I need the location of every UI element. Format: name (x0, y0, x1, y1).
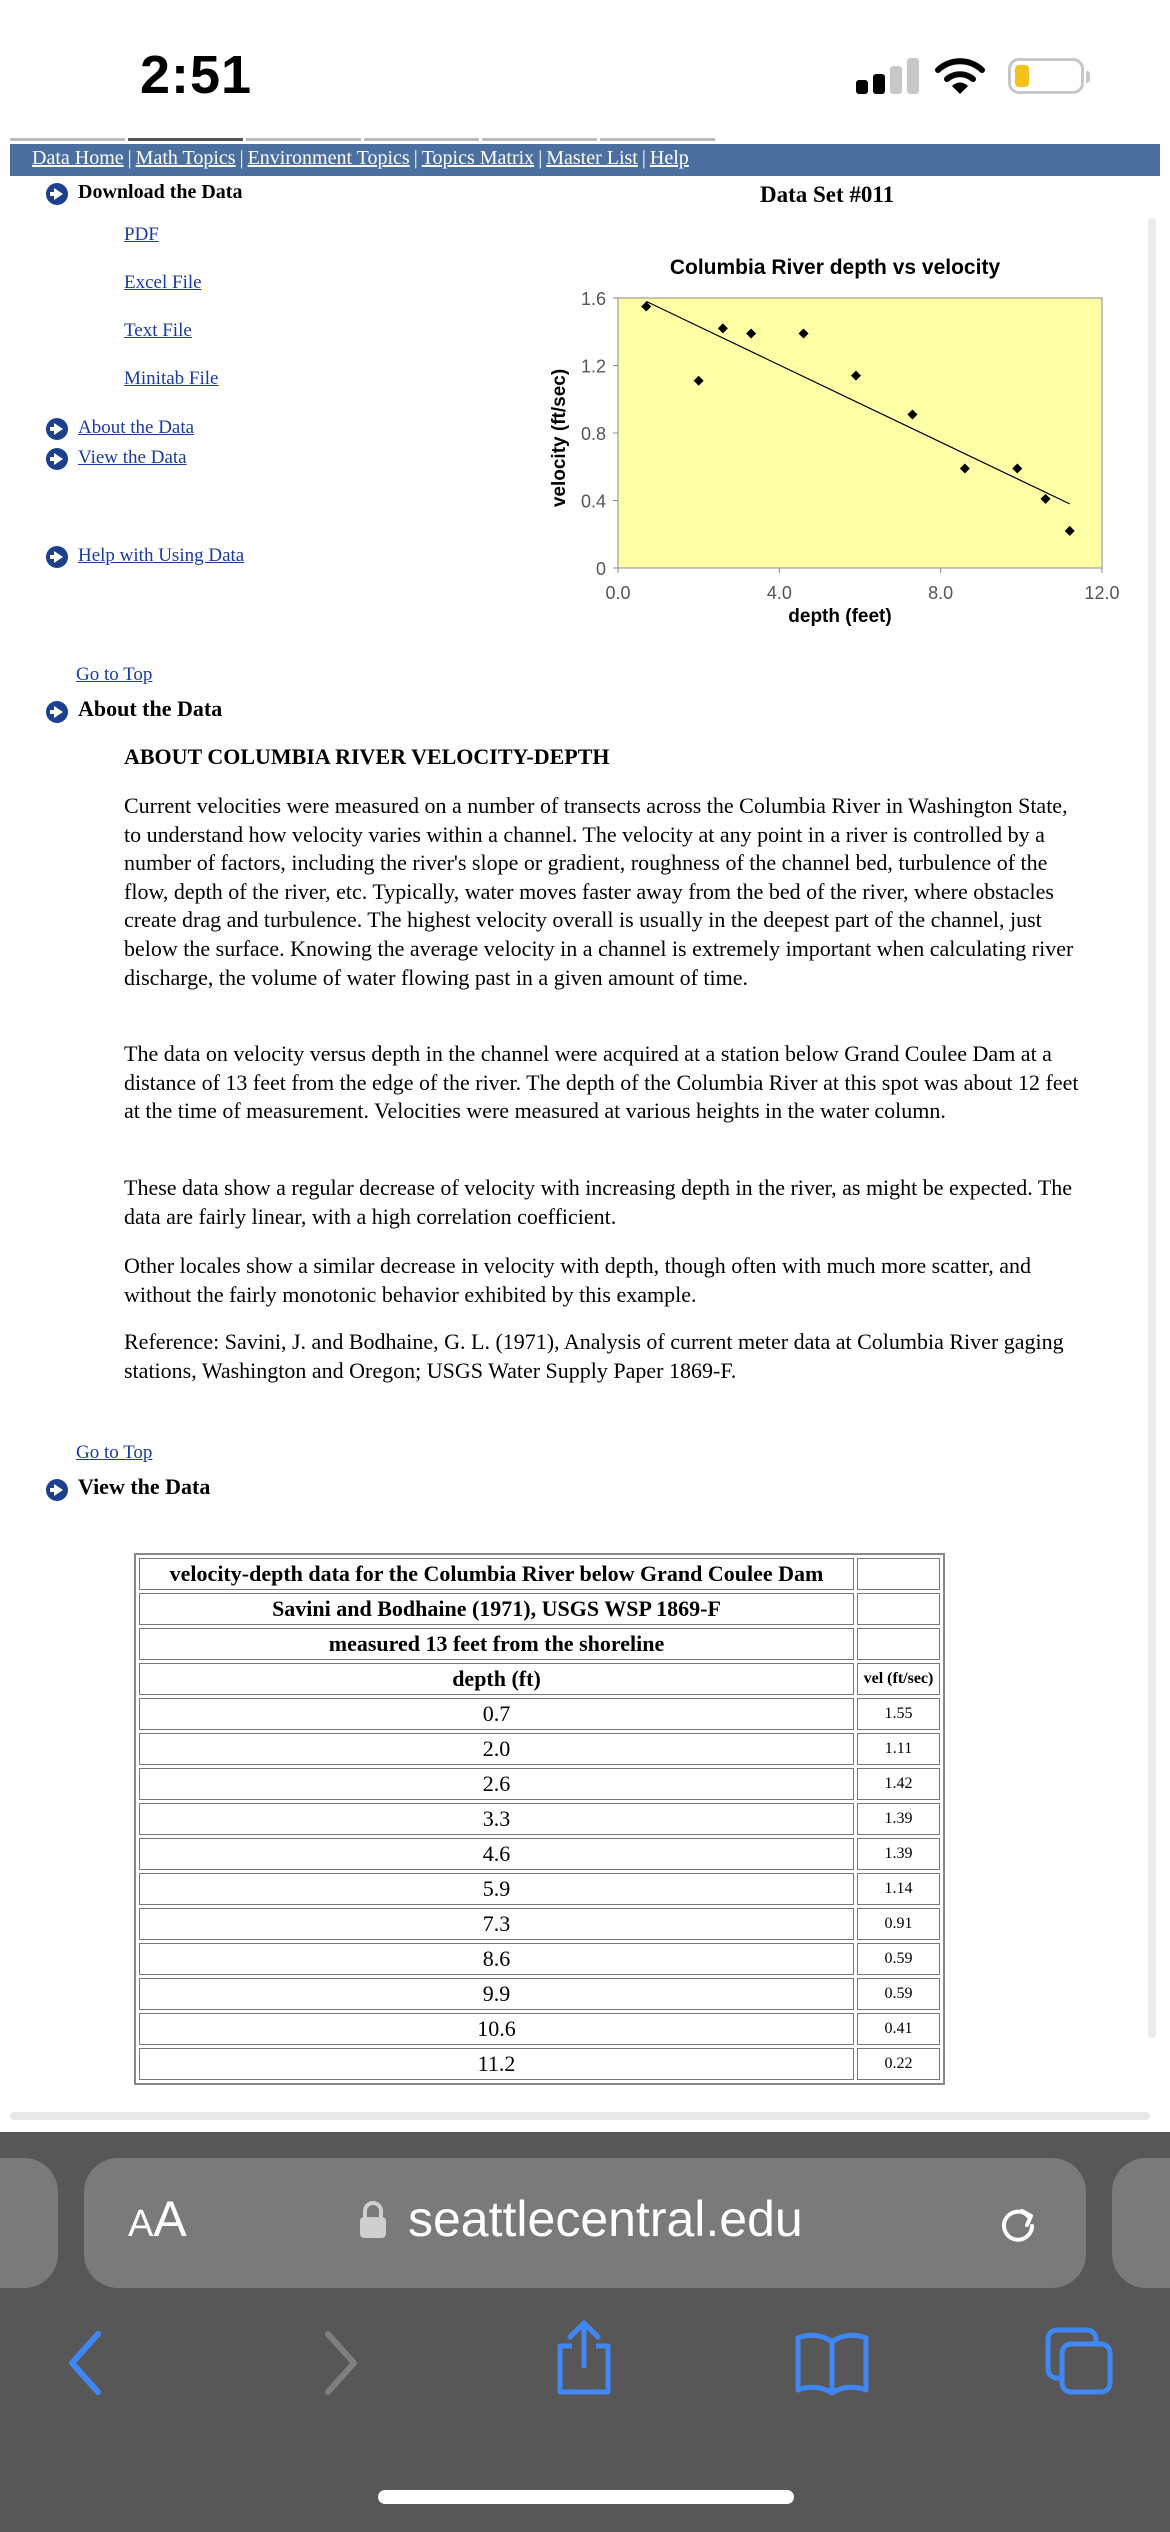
depth-cell: 8.6 (139, 1943, 854, 1975)
depth-cell: 0.7 (139, 1698, 854, 1730)
table-subtitle: Savini and Bodhaine (1971), USGS WSP 1869-F (139, 1593, 854, 1625)
depth-cell: 7.3 (139, 1908, 854, 1940)
download-pdf-link[interactable]: PDF (124, 224, 159, 245)
depth-cell: 11.2 (139, 2048, 854, 2080)
about-heading: ABOUT COLUMBIA RIVER VELOCITY-DEPTH (124, 744, 610, 769)
wifi-icon (934, 56, 986, 96)
share-icon[interactable] (552, 2318, 616, 2398)
chart-title: Columbia River depth vs velocity (669, 256, 1001, 279)
reader-settings-button[interactable]: AA (128, 2191, 187, 2247)
y-axis-label: velocity (ft/sec) (549, 368, 570, 508)
nav-help[interactable]: Help (649, 147, 689, 169)
go-to-top-link[interactable]: Go to Top (76, 664, 153, 685)
bookmarks-icon[interactable] (794, 2330, 870, 2396)
table-note: measured 13 feet from the shoreline (139, 1628, 854, 1660)
x-tick-label: 8.0 (928, 583, 954, 603)
about-reference: Reference: Savini, J. and Bodhaine, G. L. (1971), Analysis of current meter data at Columbia River gaging stations, Washington and Oregon; USGS Water Supply Paper 1869-F. (124, 1329, 1064, 1383)
sidebar-about[interactable] (46, 417, 194, 440)
table-row (139, 1733, 940, 1765)
y-tick-label: 0.8 (580, 424, 606, 444)
reload-icon[interactable] (994, 2200, 1042, 2248)
velocity-cell: 1.39 (857, 1803, 940, 1835)
table-row (139, 1943, 940, 1975)
view-section-heading: View the Data (46, 1474, 210, 1501)
velocity-cell: 1.11 (857, 1733, 940, 1765)
nav-math-topics[interactable]: Math Topics (135, 147, 236, 169)
scatter-chart (540, 240, 1120, 640)
arrow-bullet-icon (46, 1479, 68, 1501)
table-row (139, 1978, 940, 2010)
about-paragraph-3: These data show a regular decrease of velocity with increasing depth in the river, as might be expected. The data are fairly linear, with a high correlation coefficient. (124, 1175, 1073, 1229)
velocity-cell: 0.91 (857, 1908, 940, 1940)
forward-icon[interactable] (320, 2330, 360, 2396)
battery-icon (1008, 58, 1084, 94)
depth-cell: 3.3 (139, 1803, 854, 1835)
table-row (139, 1698, 940, 1730)
table-row (139, 1768, 940, 1800)
download-minitab-link[interactable]: Minitab File (124, 368, 219, 389)
velocity-cell: 0.41 (857, 2013, 940, 2045)
url-text[interactable]: seattlecentral.edu (408, 2191, 803, 2247)
velocity-cell: 1.55 (857, 1698, 940, 1730)
nav-tab-lines (10, 138, 720, 142)
table-row (139, 2048, 940, 2080)
depth-column-header: depth (ft) (139, 1663, 854, 1695)
help-using-data-link[interactable]: Help with Using Data (78, 545, 245, 566)
y-tick-label: 0.4 (580, 491, 606, 512)
x-tick-label: 12.0 (1084, 583, 1120, 603)
horizontal-scrollbar[interactable] (10, 2112, 1150, 2120)
table-row (139, 1838, 940, 1870)
y-tick-label: 1.2 (580, 356, 606, 377)
depth-cell: 4.6 (139, 1838, 854, 1870)
velocity-cell: 1.14 (857, 1873, 940, 1905)
about-paragraph-4: Other locales show a similar decrease in velocity with depth, though often with much more scatter, and without the fairly monotonic behavior exhibited by this example. (124, 1253, 1031, 1307)
arrow-bullet-icon (46, 418, 68, 440)
arrow-bullet-icon (46, 701, 68, 723)
velocity-cell: 1.39 (857, 1838, 940, 1870)
about-section-heading: About the Data (46, 696, 222, 723)
view-data-link[interactable]: View the Data (78, 447, 187, 468)
vertical-scrollbar[interactable] (1148, 218, 1156, 2038)
table-row (139, 1803, 940, 1835)
download-heading: Download the Data (46, 181, 242, 205)
go-to-top-link[interactable]: Go to Top (76, 1442, 153, 1463)
velocity-cell: 0.59 (857, 1943, 940, 1975)
home-indicator (378, 2490, 794, 2504)
about-paragraph-2: The data on velocity versus depth in the channel were acquired at a station below Grand Coulee Dam at a distance of 13 feet from the edge of the river. The depth of the Columbia River at this spot was about 12 feet at the time of measurement. Velocities were measured at various heights in the water column. (124, 1041, 1079, 1124)
table-row (139, 2013, 940, 2045)
status-time: 2:51 (140, 45, 253, 105)
depth-cell: 10.6 (139, 2013, 854, 2045)
download-excel-link[interactable]: Excel File (124, 272, 202, 293)
back-icon[interactable] (66, 2330, 106, 2396)
download-text-link[interactable]: Text File (124, 320, 192, 341)
y-tick-label: 1.6 (580, 289, 606, 309)
sidebar-view[interactable] (46, 447, 187, 470)
arrow-bullet-icon (46, 448, 68, 470)
dataset-label: Data Set #011 (760, 182, 895, 207)
about-data-link[interactable]: About the Data (78, 417, 195, 438)
arrow-bullet-icon (46, 183, 68, 205)
nav-data-home[interactable]: Data Home (32, 147, 124, 169)
table-row (139, 1908, 940, 1940)
cellular-signal-icon (856, 58, 920, 94)
tabs-icon[interactable] (1044, 2326, 1116, 2398)
lock-icon (358, 2200, 388, 2240)
x-axis-label: depth (feet) (788, 606, 892, 627)
about-paragraph-1: Current velocities were measured on a number of transects across the Columbia River in Washington State, to understand how velocity varies within a channel. The velocity at any point in a river is controlled by a number of factors, including the river's slope or gradient, roughness of the channel bed, turbulence of the flow, depth of the river, etc. Typically, water moves faster away from the bed of the river, where obstacles create drag and turbulence. The highest velocity overall is usually in the deepest part of the channel, just below the surface. Knowing the average velocity in a channel is extremely important when calculating river discharge, the volume of water flowing past in a given amount of time. (124, 793, 1074, 990)
plot-area (618, 298, 1102, 568)
table-row (139, 1873, 940, 1905)
next-tab-pill[interactable] (1112, 2158, 1170, 2288)
previous-tab-pill[interactable] (0, 2158, 58, 2288)
data-table (134, 1553, 945, 2085)
y-tick-label: 0 (595, 559, 606, 579)
depth-cell: 2.6 (139, 1768, 854, 1800)
sidebar-help[interactable] (46, 545, 244, 568)
velocity-cell: 1.42 (857, 1768, 940, 1800)
table-title: velocity-depth data for the Columbia River below Grand Coulee Dam (139, 1558, 854, 1590)
x-tick-label: 0.0 (605, 583, 631, 603)
nav-topics-matrix[interactable]: Topics Matrix (421, 147, 535, 169)
velocity-column-header: vel (ft/sec) (857, 1663, 940, 1695)
top-nav-bar: Data Home | Math Topics | Environment Topics | Topics Matrix | Master List | Help (10, 144, 1160, 176)
depth-cell: 5.9 (139, 1873, 854, 1905)
depth-cell: 2.0 (139, 1733, 854, 1765)
nav-environment-topics[interactable]: Environment Topics (247, 147, 410, 169)
nav-master-list[interactable]: Master List (546, 147, 638, 169)
depth-cell: 9.9 (139, 1978, 854, 2010)
velocity-cell: 0.22 (857, 2048, 940, 2080)
arrow-bullet-icon (46, 546, 68, 568)
velocity-cell: 0.59 (857, 1978, 940, 2010)
x-tick-label: 4.0 (766, 583, 792, 603)
